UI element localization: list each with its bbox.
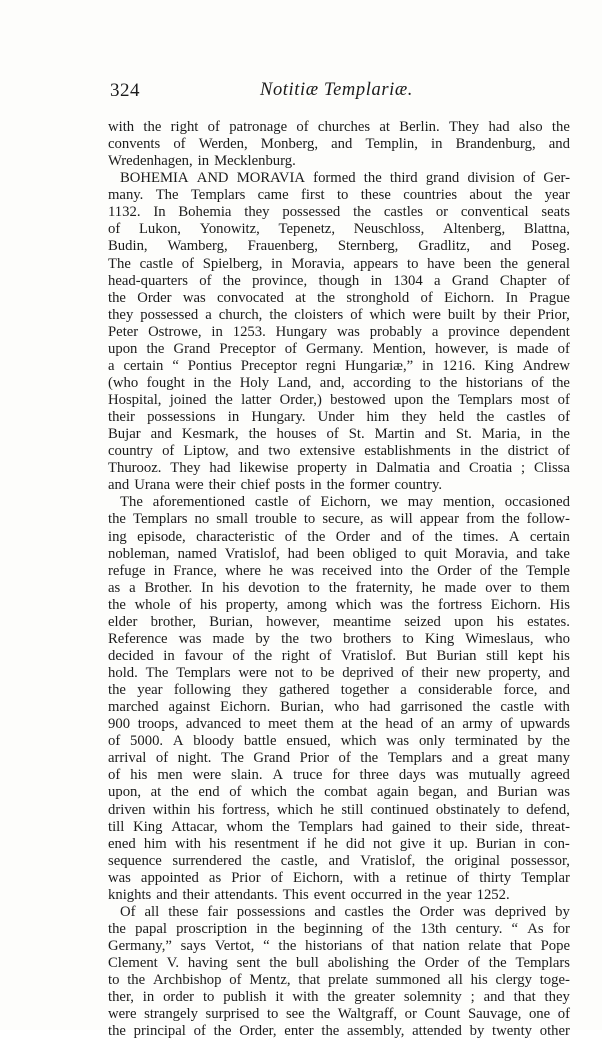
text-line: upon, at the end of which the combat again began, and Burian was xyxy=(108,784,570,801)
text-line: of 5000. A bloody battle ensued, which was only terminated by the xyxy=(108,733,570,750)
text-line: convents of Werden, Monberg, and Templin, in Brandenburg, and xyxy=(108,136,570,153)
text-line: to the Archbishop of Mentz, that prelate summoned all his clergy toge- xyxy=(108,972,570,989)
text-line: the papal proscription in the beginning of the 13th century. “ As for xyxy=(108,920,570,937)
text-line: Germany,” says Vertot, “ the historians of that nation relate that Pope xyxy=(108,938,570,954)
text-line: with the right of patronage of churches at Berlin. They had also the xyxy=(108,119,570,135)
text-line: the principal of the Order, enter the assembly, attended by twenty other xyxy=(108,1023,570,1040)
text-line: the whole of his property, among which was the fortress Eichorn. His xyxy=(108,596,570,613)
text-line: country of Liptow, and two extensive establishments in the district of xyxy=(108,443,570,460)
text-line: the Order was convocated at the stronghold of Eichorn. In Prague xyxy=(108,289,570,306)
text-line: Of all these fair possessions and castles the Order was deprived by xyxy=(120,903,570,920)
text-line: head-quarters of the province, though in 1304 a Grand Chapter of xyxy=(108,272,570,289)
text-line: knights and their attendants. This event occurred in the year 1252. xyxy=(108,886,510,903)
text-line: Bujar and Kesmark, the houses of St. Martin and St. Maria, in the xyxy=(108,426,570,443)
text-line: and Urana were their chief posts in the former country. xyxy=(108,477,443,494)
text-line: Hospital, joined the latter Order,) bestowed upon the Templars most of xyxy=(108,392,570,408)
text-line: elder brother, Burian, however, meantime seized upon his estates. xyxy=(108,613,570,630)
text-line: upon the Grand Preceptor of Germany. Mention, however, is made of xyxy=(108,340,570,357)
text-line: BOHEMIA AND MORAVIA formed the third grand division of Ger- xyxy=(120,170,570,187)
body-text xyxy=(108,119,570,1040)
text-line: Budin, Wamberg, Frauenberg, Sternberg, Gradlitz, and Poseg. xyxy=(108,238,570,255)
running-title: Notitiæ Templariæ. xyxy=(260,80,414,100)
text-line: their possessions in Hungary. Under him they held the castles of xyxy=(108,409,570,426)
text-line: (who fought in the Holy Land, and, according to the historians of the xyxy=(108,374,570,391)
text-line: ened him with his resentment if he did not give it up. Burian in con- xyxy=(108,835,570,852)
text-line: of Lukon, Yonowitz, Tepenetz, Neuschloss, Altenberg, Blattna, xyxy=(108,221,570,238)
text-line: 900 troops, advanced to meet them at the head of an army of upwards xyxy=(108,716,570,733)
text-line: 1132. In Bohemia they possessed the castles or conventical seats xyxy=(108,204,570,221)
text-line: marched against Eichorn. Burian, who had garrisoned the castle with xyxy=(108,699,570,716)
text-line: sequence surrendered the castle, and Vratislof, the original possessor, xyxy=(108,852,570,869)
text-line: Clement V. having sent the bull abolishing the Order of the Templars xyxy=(108,955,570,972)
text-line: nobleman, named Vratislof, had been obliged to quit Moravia, and take xyxy=(108,545,570,562)
text-line: decided in favour of the right of Vratislof. But Burian still kept his xyxy=(108,647,570,664)
page-header xyxy=(110,80,575,106)
text-line: The aforementioned castle of Eichorn, we may mention, occasioned xyxy=(120,494,570,511)
text-line: many. The Templars came first to these countries about the year xyxy=(108,187,570,204)
text-line: of his men were slain. A truce for three days was mutually agreed xyxy=(108,767,570,784)
text-line: till King Attacar, whom the Templars had gained to their side, threat- xyxy=(108,818,570,835)
text-line: ther, in order to publish it with the greater solemnity ; and that they xyxy=(108,989,570,1006)
text-line: they possessed a church, the cloisters of which were built by their Prior, xyxy=(108,306,570,323)
text-line: driven within his fortress, which he still continued obstinately to defend, xyxy=(108,801,570,818)
text-line: hold. The Templars were not to be deprived of their new property, and xyxy=(108,665,570,681)
text-line: was appointed as Prior of Eichorn, with a retinue of thirty Templar xyxy=(108,869,570,886)
page-number: 324 xyxy=(110,80,140,101)
text-line: the year following they gathered together a considerable force, and xyxy=(108,682,570,699)
text-line: the Templars no small trouble to secure, as will appear from the follow- xyxy=(108,511,570,528)
text-line: Peter Ostrowe, in 1253. Hungary was probably a province dependent xyxy=(108,323,570,340)
text-line: Reference was made by the two brothers to King Wimeslaus, who xyxy=(108,630,570,647)
text-line: The castle of Spielberg, in Moravia, appears to have been the general xyxy=(108,255,570,272)
text-line: ing episode, characteristic of the Order and of the times. A certain xyxy=(108,528,570,545)
text-line: Thurooz. They had likewise property in Dalmatia and Croatia ; Clissa xyxy=(108,460,570,477)
text-line: arrival of night. The Grand Prior of the Templars and a great many xyxy=(108,750,570,767)
text-line: as a Brother. In his devotion to the fraternity, he made over to them xyxy=(108,579,570,596)
text-line: were strangely surprised to see the Waltgraff, or Count Sauvage, one of xyxy=(108,1006,570,1023)
text-line: refuge in France, where he was received into the Order of the Temple xyxy=(108,562,570,579)
text-line: a certain “ Pontius Preceptor regni Hungariæ,” in 1216. King Andrew xyxy=(108,357,570,374)
text-line: Wredenhagen, in Mecklenburg. xyxy=(108,153,296,170)
